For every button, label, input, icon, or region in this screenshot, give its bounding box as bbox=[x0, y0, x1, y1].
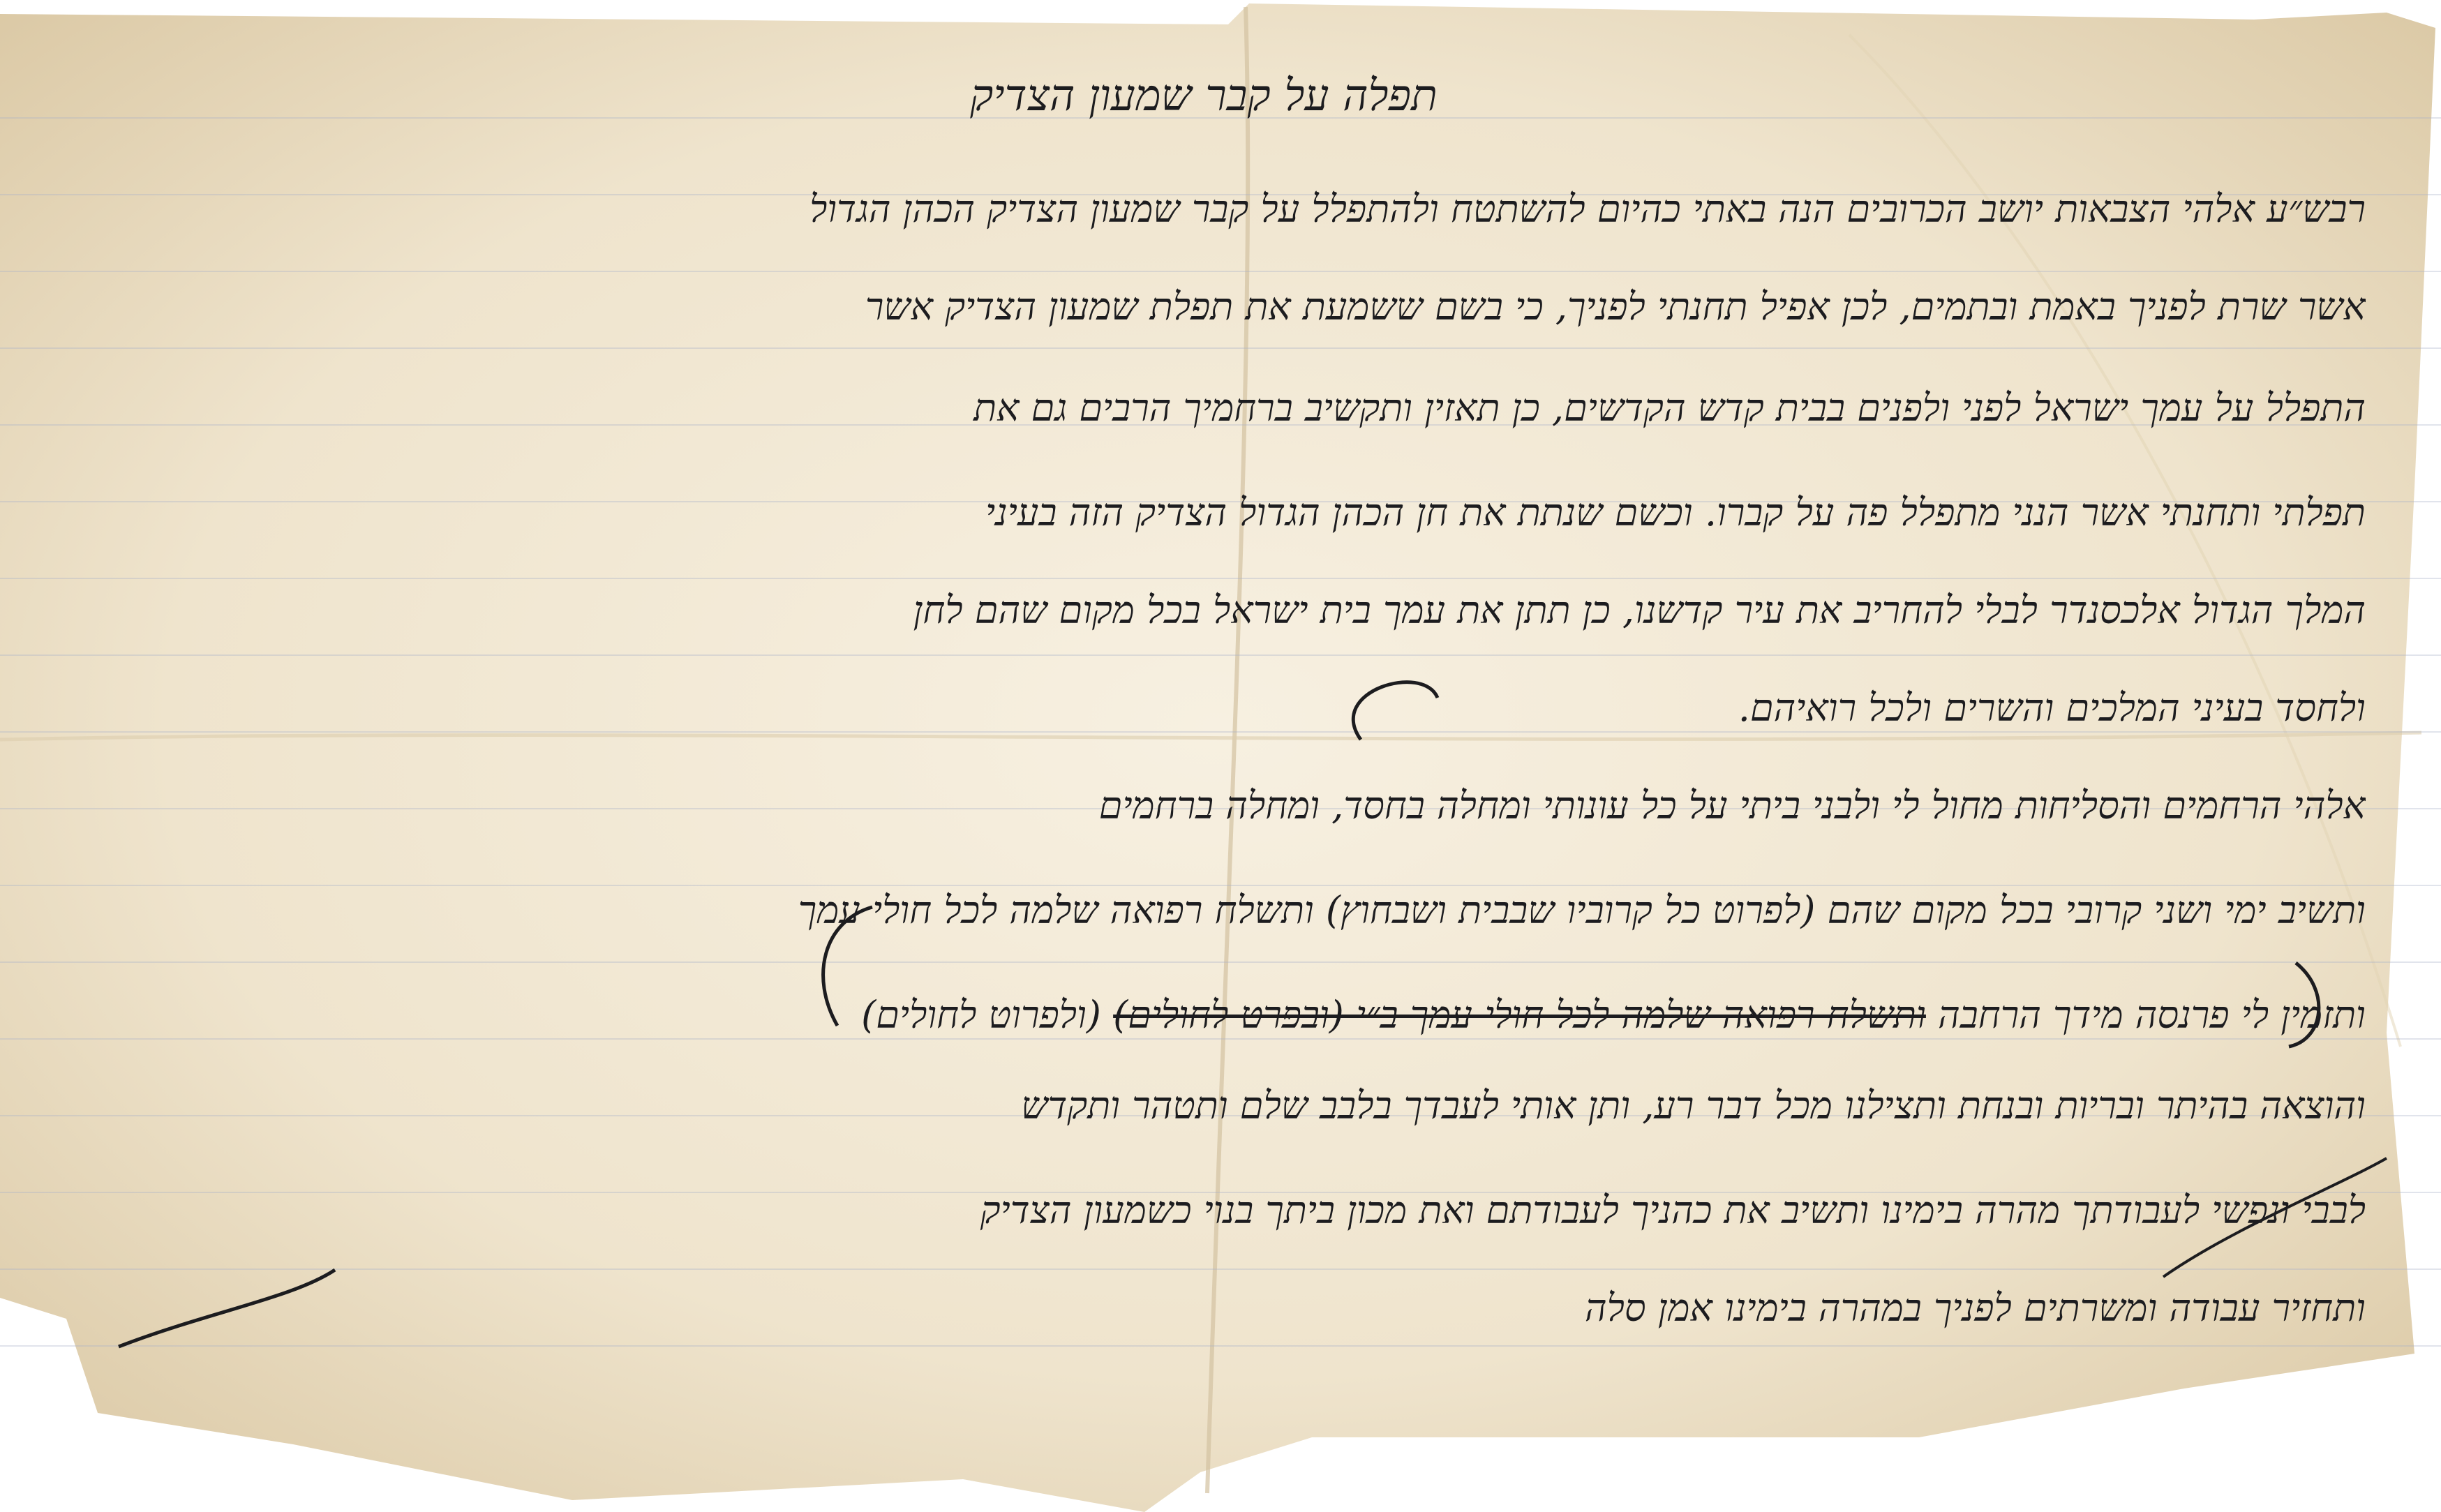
letter-line-10: והוצאה בהיתר ובריות ובנחת ותצילנו מכל דבר רע, ותן אותי לעבדך בלבב שלם ותטהר ותקדש bbox=[1021, 1084, 2366, 1128]
letter-title: תפלה על קבר שמעון הצדיק bbox=[970, 70, 1438, 121]
struck-through-text: ותשלח רפואה שלמה לכל חולי עמך ב״י (ובפרט לחולים) bbox=[1113, 993, 1926, 1037]
letter-line-3: התפלל על עמך ישראל לפני ולפנים בבית קדש הקדשים, כן תאזין ותקשיב ברחמיך הרבים גם את bbox=[973, 386, 2366, 430]
letter-line-5: המלך הגדול אלכסנדר לבלי להחריב את עיר קדשנו, כן תתן את עמך בית ישראל בכל מקום שהם לחן bbox=[913, 588, 2366, 632]
letter-line-6: ולחסד בעיני המלכים והשרים ולכל רואיהם. bbox=[1738, 686, 2366, 730]
letter-line-9-start: (ולפרוט לחולים) bbox=[861, 993, 1101, 1037]
letter-line-9-end: ותזמין לי פרנסה מידך הרחבה bbox=[1938, 993, 2366, 1037]
letter-line-12: ותחזיר עבודה ומשרתים לפניך במהרה בימינו אמן סלה bbox=[1584, 1286, 2366, 1330]
letter-line-2: אשר שרת לפניך באמת ובתמים, לכן אפיל תחנתי לפניך, כי בשם ששמעת את תפלת שמעון הצדיק אשר bbox=[865, 285, 2366, 329]
letter-line-9 bbox=[49, 977, 2366, 1054]
letter-line-7: אלהי הרחמים והסליחות מחול לי ולבני ביתי על כל עונותי ומחלה בחסד, ומחלה ברחמים bbox=[1098, 784, 2366, 828]
letter-line-4: תפלתי ותחנתי אשר הנני מתפלל פה על קברו. וכשם שנתת את חן הכהן הגדול הצדיק הזה בעיני bbox=[985, 491, 2366, 534]
handwritten-letter bbox=[42, 0, 2366, 1512]
letter-line-11: לבבי ונפשי לעבודתך מהרה בימינו ותשיב את כהניך לעבודתם ואת מכון ביתך בנוי כשמעון הצדיק bbox=[980, 1188, 2366, 1232]
letter-line-8: ותשיב ימי ושני קרובי בכל מקום שהם (לפרוט כל קרוביו שבבית ושבחוץ) ותשלח רפואה שלמה לכל חולי עמך bbox=[798, 888, 2366, 932]
letter-line-1: רבש״ע אלהי הצבאות יושב הכרובים הנה באתי כהיום להשתטח ולהתפלל על קבר שמעון הצדיק הכהן הגדול bbox=[809, 187, 2366, 231]
